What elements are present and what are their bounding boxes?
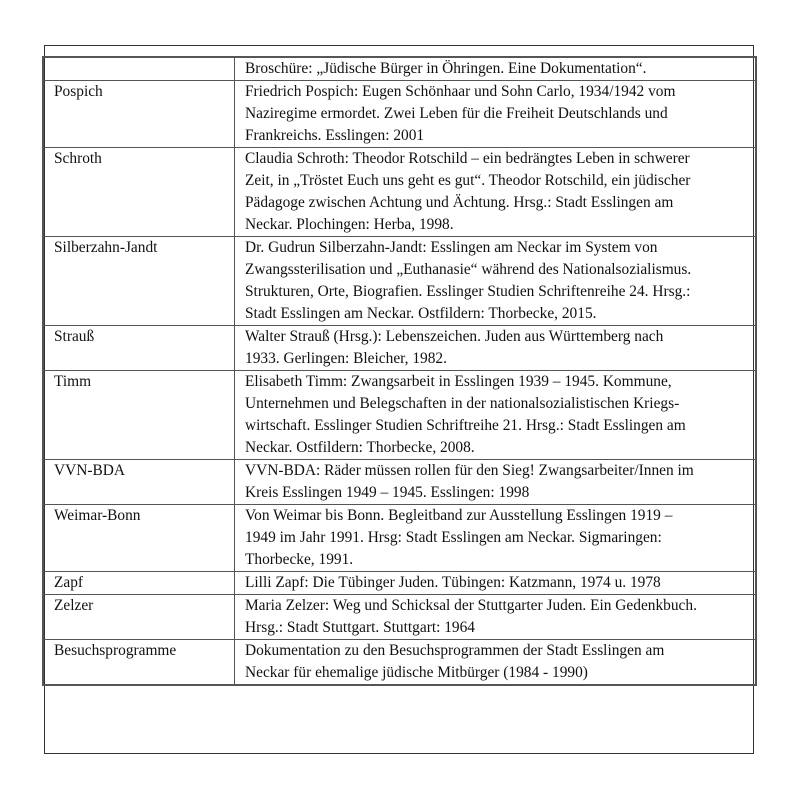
reference-line: Neckar für ehemalige jüdische Mitbürger (1984 - 1990) xyxy=(245,664,588,681)
table-row xyxy=(43,81,756,148)
reference-cell xyxy=(235,81,757,148)
reference-line: Kreis Esslingen 1949 – 1945. Esslingen: 1998 xyxy=(245,484,530,501)
table-row xyxy=(43,505,756,572)
reference-line: Broschüre: „Jüdische Bürger in Öhringen. Eine Dokumentation“. xyxy=(245,60,647,77)
table-body xyxy=(43,57,756,685)
reference-line: Friedrich Pospich: Eugen Schönhaar und Sohn Carlo, 1934/1942 vom xyxy=(245,83,676,100)
reference-line: Strukturen, Orte, Biografien. Esslinger Studien Schriftenreihe 24. Hrsg.: xyxy=(245,283,691,300)
reference-cell xyxy=(235,326,757,371)
short-title-cell: Weimar-Bonn xyxy=(43,505,235,572)
reference-cell xyxy=(235,371,757,460)
table-row xyxy=(43,371,756,460)
table-row xyxy=(43,57,756,81)
reference-line: Elisabeth Timm: Zwangsarbeit in Esslingen 1939 – 1945. Kommune, xyxy=(245,373,672,390)
reference-line: Claudia Schroth: Theodor Rotschild – ein bedrängtes Leben in schwerer xyxy=(245,150,690,167)
short-title-cell xyxy=(43,57,235,81)
reference-line: 1933. Gerlingen: Bleicher, 1982. xyxy=(245,350,447,367)
reference-line: Lilli Zapf: Die Tübinger Juden. Tübingen: Katzmann, 1974 u. 1978 xyxy=(245,574,661,591)
reference-line: Neckar. Plochingen: Herba, 1998. xyxy=(245,216,454,233)
table-row xyxy=(43,237,756,326)
table-row xyxy=(43,640,756,686)
reference-line: Pädagoge zwischen Achtung und Ächtung. Hrsg.: Stadt Esslingen am xyxy=(245,194,674,211)
table-row xyxy=(43,326,756,371)
reference-line: Naziregime ermordet. Zwei Leben für die Freiheit Deutschlands und xyxy=(245,105,668,122)
reference-line: Zeit, in „Tröstet Euch uns geht es gut“. Theodor Rotschild, ein jüdischer xyxy=(245,172,691,189)
reference-line: Hrsg.: Stadt Stuttgart. Stuttgart: 1964 xyxy=(245,619,476,636)
short-title-cell: Zapf xyxy=(43,572,235,595)
short-title-cell: Schroth xyxy=(43,148,235,237)
bibliography-table xyxy=(42,56,757,686)
reference-line: wirtschaft. Esslinger Studien Schriftreihe 21. Hrsg.: Stadt Esslingen am xyxy=(245,417,686,434)
short-title-cell: Zelzer xyxy=(43,595,235,640)
reference-cell xyxy=(235,460,757,505)
reference-cell xyxy=(235,57,757,81)
table-row xyxy=(43,595,756,640)
reference-line: Von Weimar bis Bonn. Begleitband zur Ausstellung Esslingen 1919 – xyxy=(245,507,673,524)
reference-line: Zwangssterilisation und „Euthanasie“ während des Nationalsozialismus. xyxy=(245,261,692,278)
short-title-cell: Timm xyxy=(43,371,235,460)
short-title-cell: Besuchsprogramme xyxy=(43,640,235,686)
reference-line: 1949 im Jahr 1991. Hrsg: Stadt Esslingen am Neckar. Sigmaringen: xyxy=(245,529,662,546)
reference-cell xyxy=(235,640,757,686)
reference-line: Unternehmen und Belegschaften in der nationalsozialistischen Kriegs- xyxy=(245,395,680,412)
reference-line: Walter Strauß (Hrsg.): Lebenszeichen. Juden aus Württemberg nach xyxy=(245,328,664,345)
reference-line: Thorbecke, 1991. xyxy=(245,551,354,568)
reference-line: Dokumentation zu den Besuchsprogrammen der Stadt Esslingen am xyxy=(245,642,665,659)
reference-cell xyxy=(235,595,757,640)
table-row xyxy=(43,148,756,237)
table-row xyxy=(43,460,756,505)
reference-line: Dr. Gudrun Silberzahn-Jandt: Esslingen am Neckar im System von xyxy=(245,239,658,256)
reference-cell xyxy=(235,237,757,326)
short-title-cell: VVN-BDA xyxy=(43,460,235,505)
reference-line: Maria Zelzer: Weg und Schicksal der Stuttgarter Juden. Ein Gedenkbuch. xyxy=(245,597,697,614)
reference-line: Frankreichs. Esslingen: 2001 xyxy=(245,127,425,144)
reference-line: Stadt Esslingen am Neckar. Ostfildern: Thorbecke, 2015. xyxy=(245,305,597,322)
reference-cell xyxy=(235,505,757,572)
table-row xyxy=(43,572,756,595)
reference-line: VVN-BDA: Räder müssen rollen für den Sieg! Zwangsarbeiter/Innen im xyxy=(245,462,694,479)
short-title-cell: Silberzahn-Jandt xyxy=(43,237,235,326)
reference-cell xyxy=(235,148,757,237)
short-title-cell: Strauß xyxy=(43,326,235,371)
short-title-cell: Pospich xyxy=(43,81,235,148)
reference-line: Neckar. Ostfildern: Thorbecke, 2008. xyxy=(245,439,475,456)
reference-cell xyxy=(235,572,757,595)
